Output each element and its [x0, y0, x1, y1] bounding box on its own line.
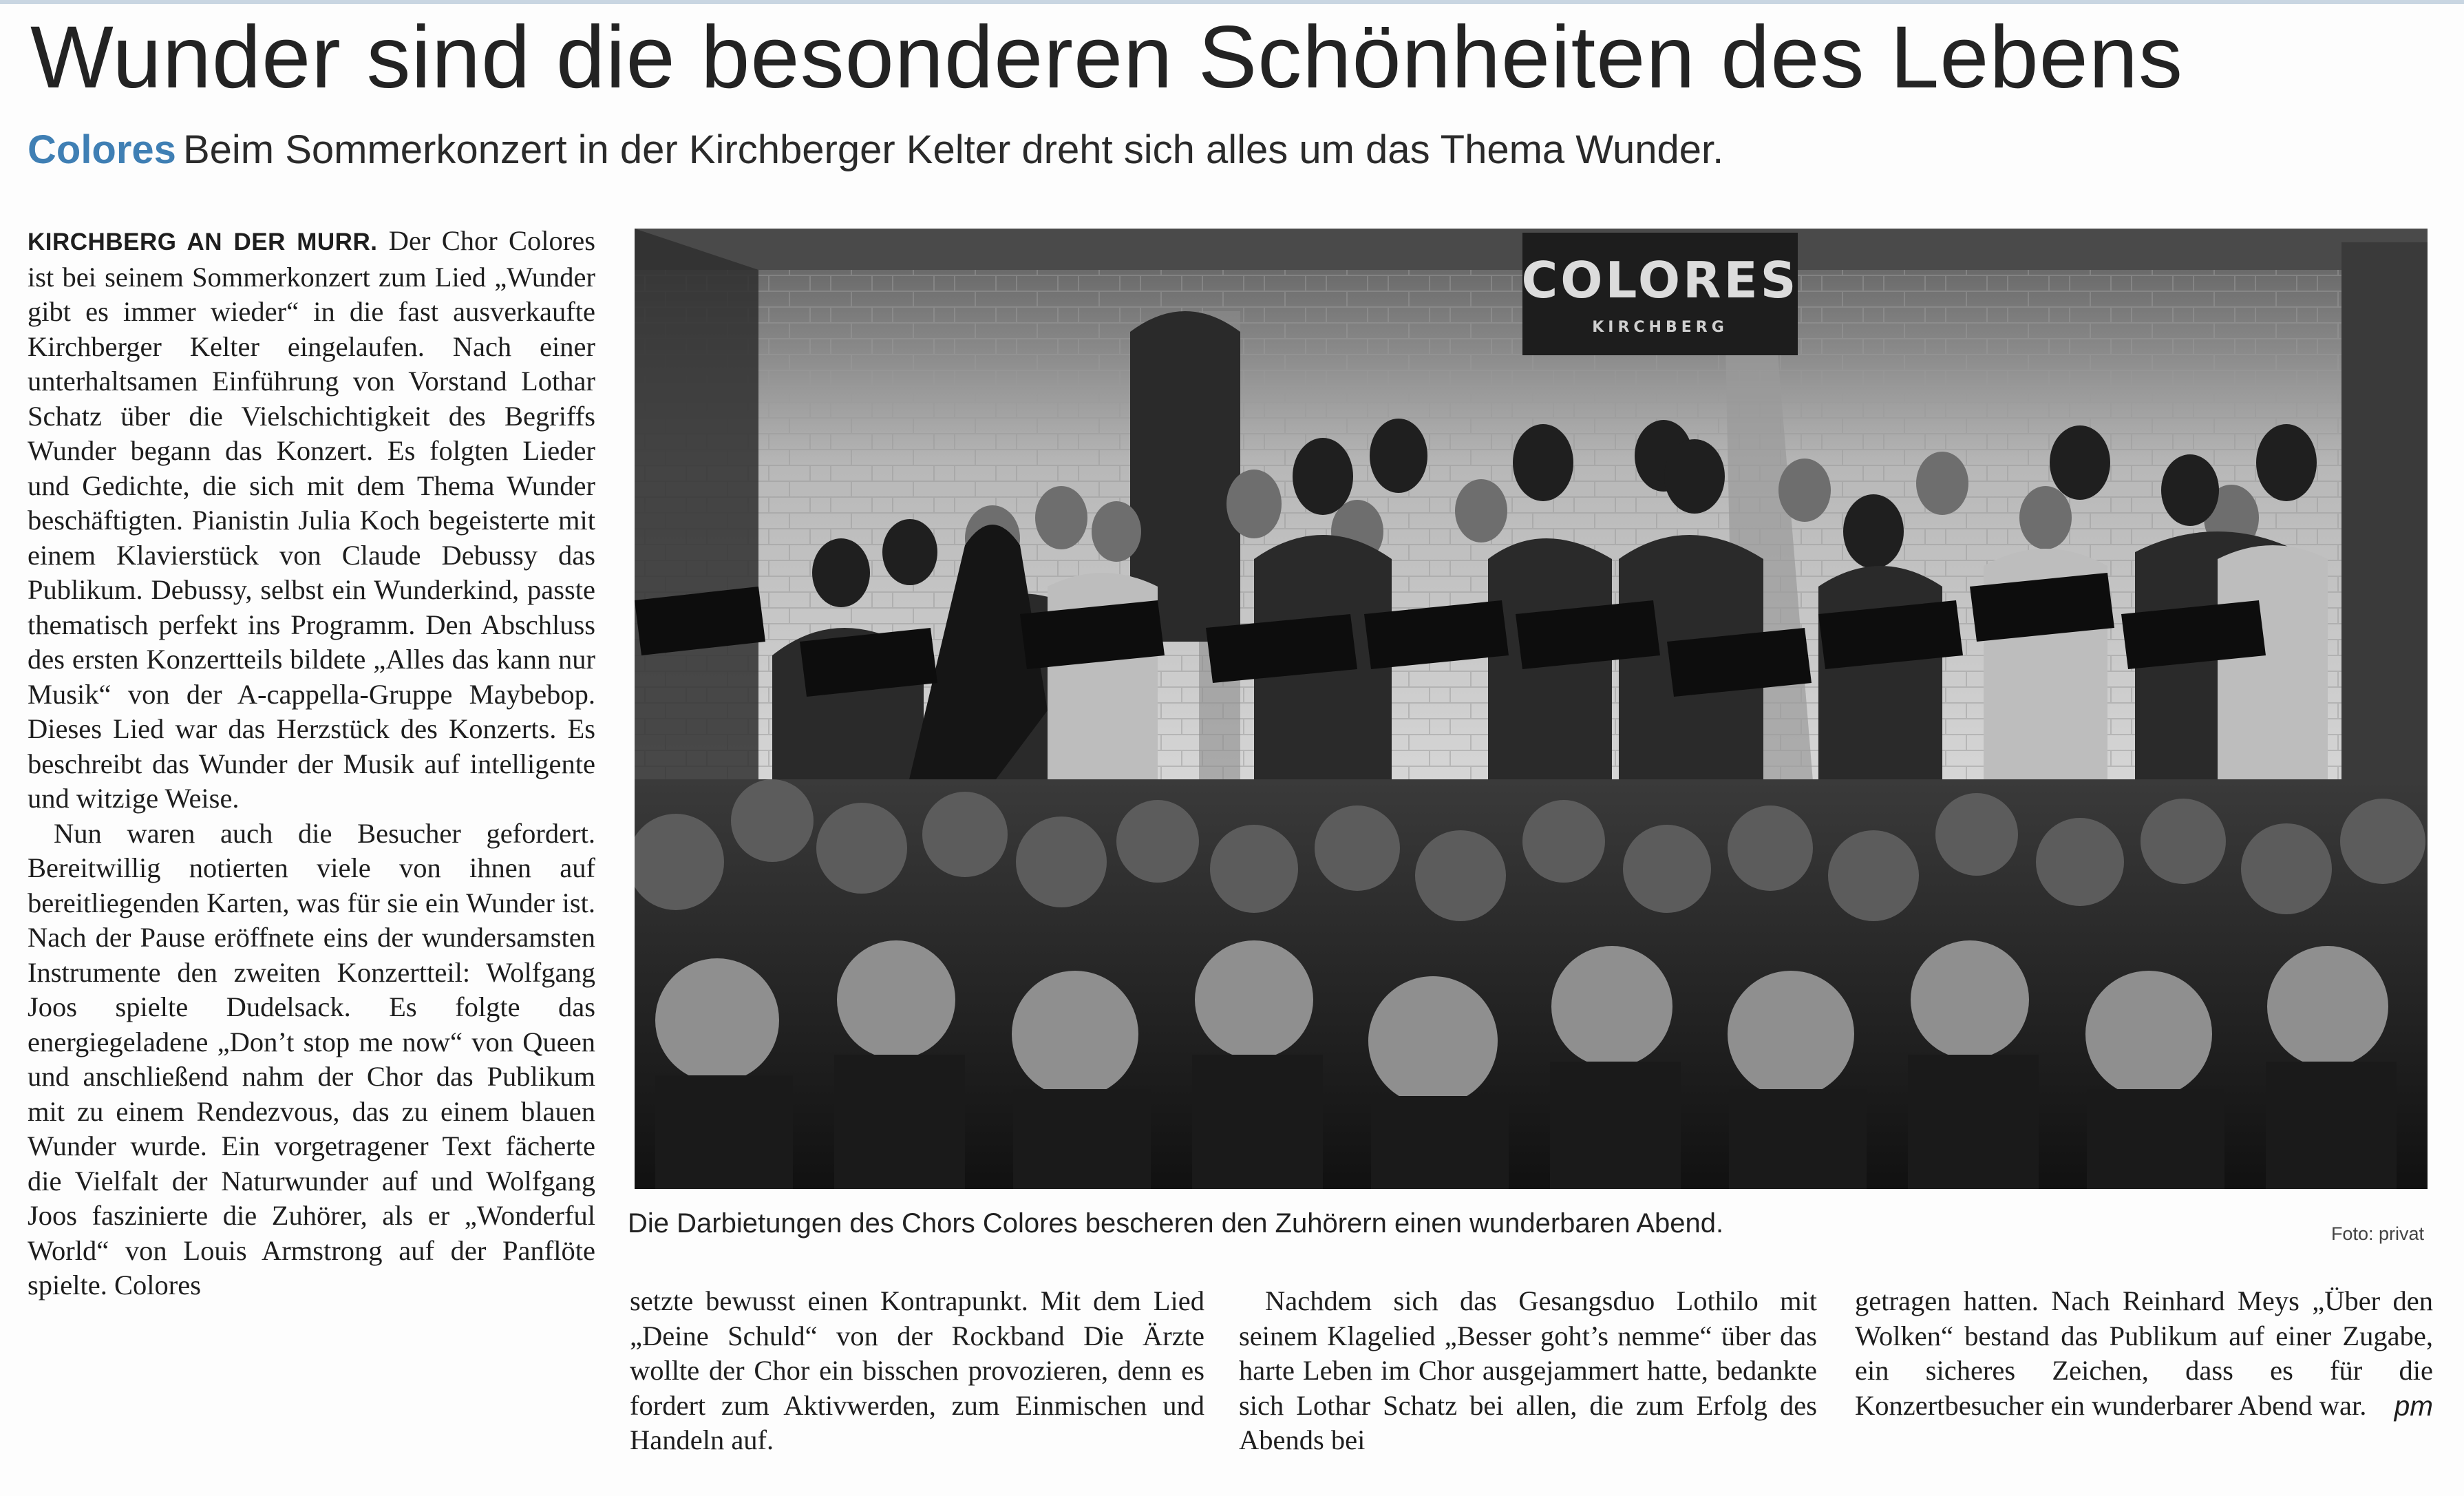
column-3-text: Nachdem sich das Gesangsduo Lothilo mit seinem Klagelied „Besser goht’s nemme“ über das harte Leben im Chor ausgejammert hatte, bedankte sich Lothar Schatz bei allen, die zum Erfolg des Abends bei	[1239, 1285, 1817, 1455]
kicker: Colores	[28, 127, 176, 172]
column-2-text: setzte bewusst einen Kontrapunkt. Mit dem Lied „Deine Schuld“ von der Rockband Die Ärzte wollte der Chor ein bisschen provozieren, denn es fordert zum Aktivwerden, zum Einmischen und Handeln auf.	[630, 1285, 1204, 1455]
article-column-4	[1855, 1284, 2433, 1423]
subheadline: Beim Sommerkonzert in der Kirchberger Kelter dreht sich alles um das Thema Wunder.	[182, 127, 1724, 172]
article-column-2	[630, 1284, 1204, 1458]
column-4-text: getragen hatten. Nach Reinhard Meys „Über den Wolken“ bestand das Publikum auf einer Zugabe, ein sicheres Zeichen, dass es für die Konzertbesucher ein wunderbarer Abend war.	[1855, 1285, 2433, 1421]
photo-caption: Die Darbietungen des Chors Colores bescheren den Zuhörern einen wunderbaren Abend.	[628, 1208, 1724, 1239]
photo-illustration	[635, 229, 2428, 1189]
paragraph-2: Nun waren auch die Besucher gefordert. Bereitwillig notierten viele von ihnen auf bereitliegenden Karten, was für sie ein Wunder ist. Nach der Pause eröffnete eins der wundersamsten Instrumente den zweiten Konzertteil: Wolfgang Joos spielte Dudelsack. Es folgte das energiegeladene „Don’t stop me now“ von Queen und anschließend nahm der Chor das Publikum mit zu einem Rendezvous, das zu einem blauen Wunder wurde. Ein vorgetragener Text fächerte die Vielfalt der Naturwunder auf und Wolfgang Joos faszinierte die Zuhörer, als er „Wonderful World“ von Louis Armstrong auf der Panflöte spielte. Colores	[28, 817, 595, 1300]
banner-subtitle: KIRCHBERG	[1592, 319, 1728, 336]
article-column-3	[1239, 1284, 1817, 1458]
subheadline-block	[28, 123, 2368, 178]
paragraph-1	[28, 224, 595, 817]
banner-title: COLORES	[1521, 251, 1799, 309]
dateline: KIRCHBERG AN DER MURR.	[28, 229, 378, 255]
column-4-paragraph	[1855, 1284, 2433, 1423]
author-initials: pm	[2394, 1389, 2433, 1422]
headline: Wunder sind die besonderen Schönheiten des Lebens	[30, 8, 2183, 107]
photo-credit: Foto: privat	[2330, 1223, 2424, 1244]
paragraph-1-text: Der Chor Colores ist bei seinem Sommerkonzert zum Lied „Wunder gibt es immer wieder“ in die fast ausverkaufte Kirchberger Kelter eingelaufen. Nach einer unterhaltsamen Einführung von Vorstand Lothar Schatz über die Vielschichtigkeit des Begriffs Wunder begann das Konzert. Es folgten Lieder und Gedichte, die sich mit dem Thema Wunder beschäftigten. Pianistin Julia Koch begeisterte mit einem Klavierstück von Claude Debussy das Publikum. Debussy, selbst ein Wunderkind, passte thematisch perfekt ins Programm. Den Abschluss des ersten Konzertteils bildete „Alles das kann nur Musik“ von der A-cappella-Gruppe Maybebop. Dieses Lied war das Herzstück des Konzerts. Es beschreibt das Wunder der Musik auf intelligente und witzige Weise.	[28, 225, 595, 814]
article-column-1	[28, 224, 595, 1303]
concert-photo	[635, 229, 2428, 1189]
